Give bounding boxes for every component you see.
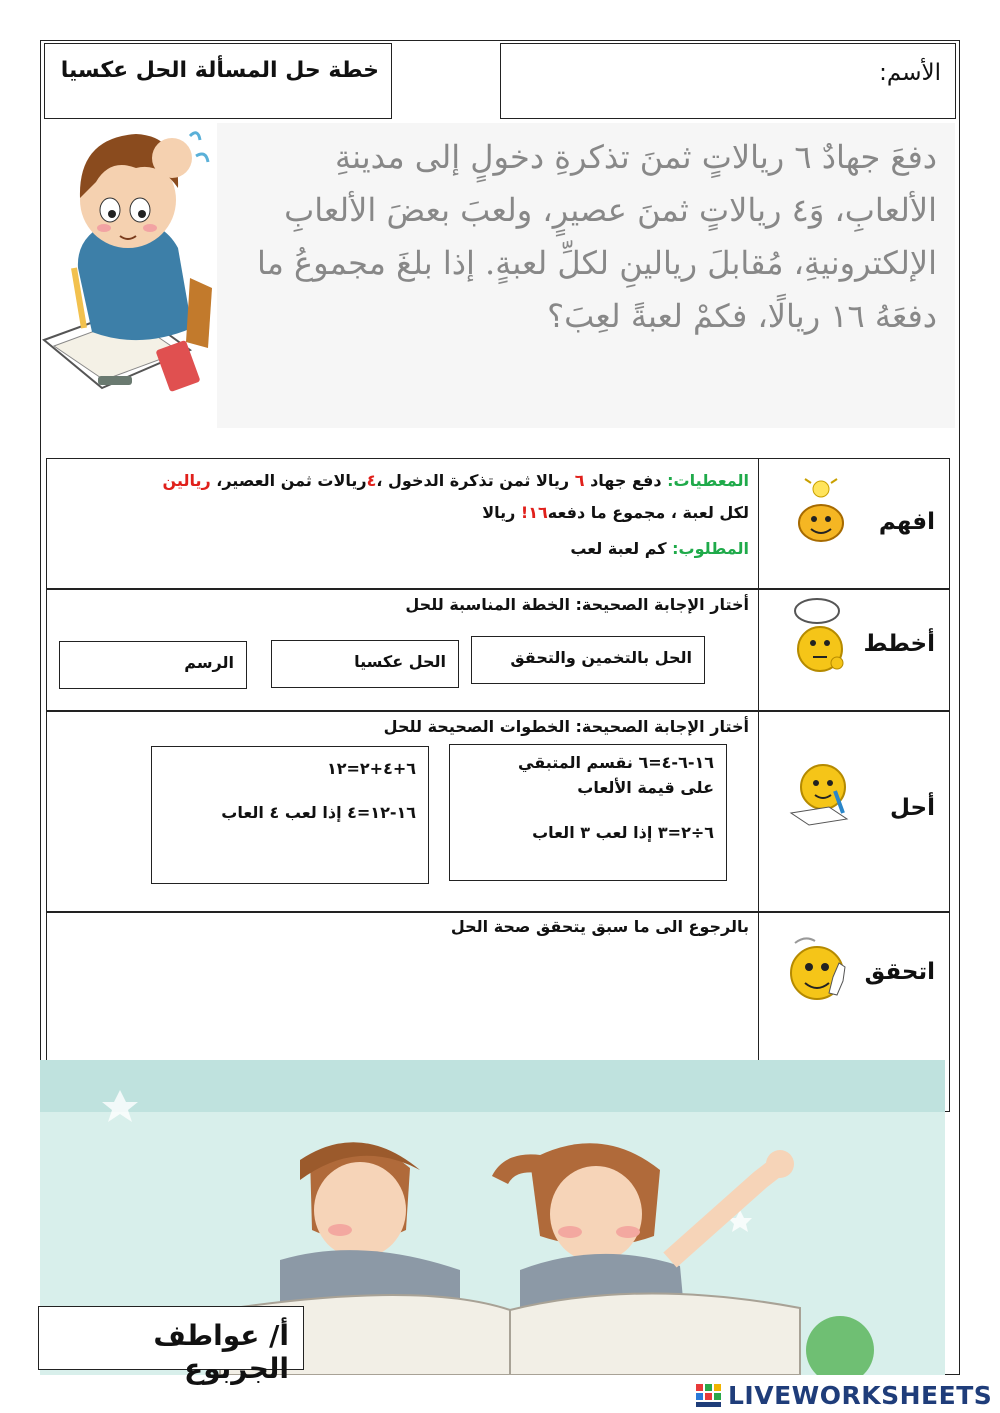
givens-line-1: المعطيات: دفع جهاد ٦ ريالا ثمن تذكرة الدخول ،٤ريالات ثمن العصير، ريالين	[162, 471, 749, 490]
author-name: أ/ عواطف الجربوع	[153, 1319, 289, 1385]
brand-name: LIVEWORKSHEETS	[728, 1381, 993, 1410]
writing-emoji-icon	[789, 761, 849, 827]
thinking-emoji-icon	[791, 597, 849, 677]
plan-option-guess-check[interactable]: الحل بالتخمين والتحقق	[471, 636, 705, 684]
name-field[interactable]	[500, 43, 956, 119]
name-label: الأسم:	[879, 60, 941, 86]
step-understand-label: افهم	[878, 509, 935, 535]
required-line: المطلوب: كم لعبة لعب	[570, 539, 749, 558]
solve-prompt: أختار الإجابة الصحيحة: الخطوات الصحيحة للحل	[383, 717, 749, 736]
required-label: المطلوب:	[672, 539, 749, 558]
plan-option-draw[interactable]: الرسم	[59, 641, 247, 689]
solve-option-a[interactable]: ١٦-٦-٤=٦ نقسم المتبقي على قيمة الألعاب ٦÷٢=٣ إذا لعب ٣ العاب	[449, 744, 727, 881]
verify-text: بالرجوع الى ما سبق يتحقق صحة الحل	[450, 917, 749, 936]
thumbs-up-emoji-icon	[789, 933, 849, 1023]
row-divider	[47, 588, 949, 590]
liveworksheets-logo-icon	[696, 1384, 722, 1408]
author-box	[38, 1306, 304, 1385]
story-problem-text: دفعَ جهادٌ ٦ ريالاتٍ ثمنَ تذكرةِ دخولٍ إلى مدينةِ الألعابِ، وَ٤ ريالاتٍ ثمنَ عصيرٍ، ولعبَ بعضَ الألعابِ الإلكترونيةِ، مُقابلَ ريالينِ لكلِّ لعبةٍ. إذا بلغَ مجموعُ ما دفعَهُ ١٦ ريالًا، فكمْ لعبةً لعِبَ؟	[256, 138, 937, 335]
step-plan-label: أخطط	[863, 631, 935, 657]
worksheet-title-box	[44, 43, 392, 119]
story-problem-image	[217, 123, 955, 428]
row-divider	[47, 710, 949, 712]
step-solve-label: أحل	[890, 795, 935, 821]
column-divider	[758, 459, 760, 1111]
liveworksheets-logo[interactable]	[696, 1380, 996, 1410]
plan-option-work-backward[interactable]: الحل عكسيا	[271, 640, 459, 688]
givens-label: المعطيات:	[667, 471, 749, 490]
givens-line-2: لكل لعبة ، مجموع ما دفعه١٦! ريالا	[482, 503, 749, 522]
step-verify-label: اتحقق	[864, 959, 935, 985]
solve-option-b[interactable]: ٦+٤+٢=١٢ ١٦-١٢=٤ إذا لعب ٤ العاب	[151, 746, 429, 884]
thinking-boy-illustration	[40, 118, 218, 418]
steps-table	[46, 458, 950, 1112]
lightbulb-emoji-icon	[793, 477, 849, 549]
row-divider	[47, 911, 949, 913]
worksheet-title: خطة حل المسألة الحل عكسيا	[60, 58, 379, 83]
plan-prompt: أختار الإجابة الصحيحة: الخطة المناسبة للحل	[405, 595, 749, 614]
